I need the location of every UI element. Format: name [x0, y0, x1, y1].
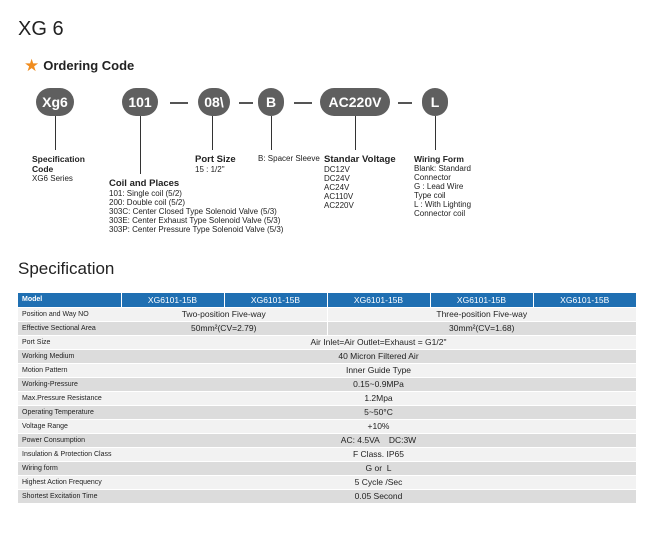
header-label: Model — [18, 293, 121, 307]
leader-line — [55, 116, 56, 150]
table-row — [18, 419, 636, 433]
row-value: 5~50°C — [121, 405, 636, 419]
leader-line — [435, 116, 436, 150]
separator-dash — [170, 102, 188, 104]
code-wiring-pill: L — [422, 88, 448, 116]
code-series-pill: Xg6 — [36, 88, 74, 116]
code-port-pill: 08\ — [198, 88, 230, 116]
table-row — [18, 321, 636, 335]
wiring-label — [414, 154, 494, 218]
ordering-code-header — [24, 57, 134, 74]
row-label: Wiring form — [18, 461, 121, 475]
row-label: Voltage Range — [18, 419, 121, 433]
specification-table — [18, 293, 636, 504]
coil-label-line: 101: Single coil (5/2) — [109, 189, 182, 198]
row-label: Working Medium — [18, 349, 121, 363]
row-label: Power Consumption — [18, 433, 121, 447]
ordering-code-title: Ordering Code — [43, 58, 135, 73]
row-label: Shortest Excitation Time — [18, 489, 121, 503]
row-value: +10% — [121, 419, 636, 433]
wiring-label-line: Connector coil — [414, 209, 466, 218]
code-mount-pill: B — [258, 88, 284, 116]
row-value-left: Two-position Five-way — [121, 307, 327, 321]
row-label: Working-Pressure — [18, 377, 121, 391]
table-row — [18, 433, 636, 447]
table-row — [18, 391, 636, 405]
row-label: Highest Action Frequency — [18, 475, 121, 489]
row-value-right: Three-position Five-way — [327, 307, 636, 321]
coil-label — [109, 178, 309, 234]
leader-line — [140, 116, 141, 174]
voltage-label-line: AC24V — [324, 183, 350, 192]
row-label: Operating Temperature — [18, 405, 121, 419]
model-cell: XG6101-15B — [533, 293, 636, 307]
series-label — [32, 154, 92, 183]
table-header-row — [18, 293, 636, 307]
table-row — [18, 307, 636, 321]
code-voltage-pill: AC220V — [320, 88, 390, 116]
row-value: G or L — [121, 461, 636, 475]
voltage-label-line: DC24V — [324, 174, 350, 183]
row-value: 5 Cycle /Sec — [121, 475, 636, 489]
port-label-line: 15 : 1/2" — [195, 165, 225, 174]
series-label-heading: Specification Code — [32, 154, 85, 174]
specification-title: Specification — [18, 259, 115, 278]
table-row — [18, 475, 636, 489]
model-cell: XG6101-15B — [327, 293, 430, 307]
voltage-label — [324, 154, 404, 210]
voltage-label-heading: Standar Voltage — [324, 154, 396, 165]
model-cell: XG6101-15B — [430, 293, 533, 307]
wiring-label-line: Type coil — [414, 191, 446, 200]
row-label: Effective Sectional Area — [18, 321, 121, 335]
row-value-left: 50mm²(CV=2.79) — [121, 321, 327, 335]
row-label: Port Size — [18, 335, 121, 349]
wiring-label-heading: Wiring Form — [414, 154, 464, 164]
row-value: Air Inlet=Air Outlet=Exhaust = G1/2" — [121, 335, 636, 349]
coil-label-line: 303E: Center Exhaust Type Solenoid Valve (5/3) — [109, 216, 281, 225]
model-cell: XG6101-15B — [224, 293, 327, 307]
row-label: Insulation & Protection Class — [18, 447, 121, 461]
leader-line — [271, 116, 272, 150]
leader-line — [355, 116, 356, 150]
row-value: F Class. IP65 — [121, 447, 636, 461]
row-value-right: 30mm²(CV=1.68) — [327, 321, 636, 335]
row-value: 0.15~0.9MPa — [121, 377, 636, 391]
port-label-heading: Port Size — [195, 154, 236, 165]
series-label-line: XG6 Series — [32, 174, 73, 183]
voltage-label-line: AC110V — [324, 192, 354, 201]
leader-line — [212, 116, 213, 150]
port-label — [195, 154, 255, 174]
separator-dash — [398, 102, 412, 104]
table-row — [18, 363, 636, 377]
table-row — [18, 377, 636, 391]
coil-label-line: 200: Double coil (5/2) — [109, 198, 186, 207]
mount-label: B: Spacer Sleeve — [258, 154, 320, 163]
row-label: Motion Pattern — [18, 363, 121, 377]
row-label: Position and Way NO — [18, 307, 121, 321]
star-icon: ★ — [24, 56, 40, 75]
table-row — [18, 405, 636, 419]
code-coil-pill: 101 — [122, 88, 158, 116]
row-label: Max.Pressure Resistance — [18, 391, 121, 405]
page-title: XG 6 — [18, 18, 64, 40]
wiring-label-line: Blank: Standard — [414, 164, 471, 173]
separator-dash — [239, 102, 253, 104]
row-value: 40 Micron Filtered Air — [121, 349, 636, 363]
coil-label-heading: Coil and Places — [109, 178, 180, 189]
table-row — [18, 461, 636, 475]
table-row — [18, 489, 636, 503]
separator-dash — [294, 102, 312, 104]
model-cell: XG6101-15B — [121, 293, 224, 307]
wiring-label-line: Connector — [414, 173, 451, 182]
voltage-label-line: DC12V — [324, 165, 350, 174]
coil-label-line: 303C: Center Closed Type Solenoid Valve (5/3) — [109, 207, 277, 216]
row-value: 0.05 Second — [121, 489, 636, 503]
wiring-label-line: L : With Lighting — [414, 200, 472, 209]
table-row — [18, 349, 636, 363]
table-row — [18, 447, 636, 461]
coil-label-line: 303P: Center Pressure Type Solenoid Valve (5/3) — [109, 225, 284, 234]
wiring-label-line: G : Lead Wire — [414, 182, 464, 191]
row-value: 1.2Mpa — [121, 391, 636, 405]
row-value: Inner Guide Type — [121, 363, 636, 377]
table-row — [18, 335, 636, 349]
voltage-label-line: AC220V — [324, 201, 354, 210]
row-value: AC: 4.5VA DC:3W — [121, 433, 636, 447]
